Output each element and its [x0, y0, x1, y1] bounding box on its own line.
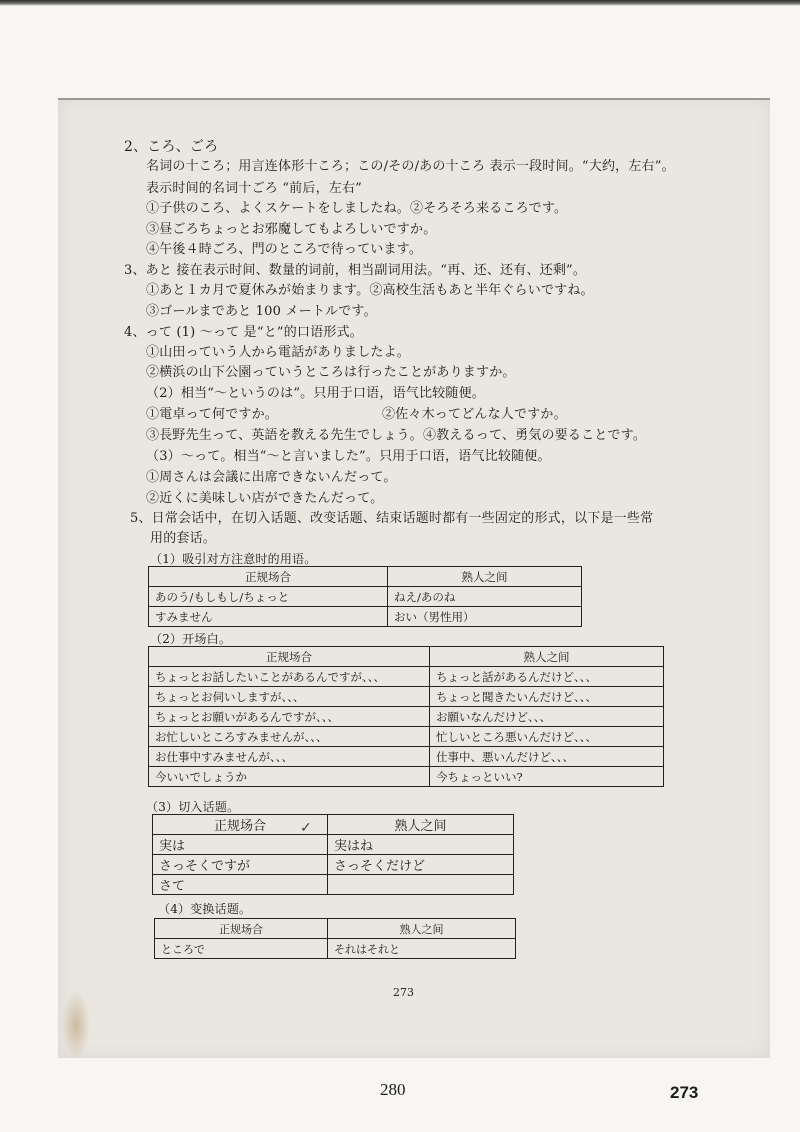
table-1-caption: （1）吸引对方注意时的用语。 [150, 552, 317, 566]
section-4-sub-3: （3）～って。相当“～と言いました”。只用于口语，语气比较随便。 [146, 449, 551, 464]
table-cell: さっそくですが [153, 855, 328, 875]
table-cell: ちょっと話があるんだけど、、、 [430, 667, 664, 687]
table-cell: すみません [149, 607, 388, 627]
section-4-example-2: ②横浜の山下公園っていうところは行ったことがありますか。 [146, 365, 516, 380]
section-4-example-1: ①山田っていう人から電話がありましたよ。 [146, 345, 411, 360]
section-3-title: 3、あと 接在表示时间、数量的词前，相当副词用法。“再、还、还有、还剩”。 [124, 263, 587, 278]
table-cell: 今ちょっといい? [430, 767, 664, 787]
section-4-example-3a: ①電卓って何ですか。 [146, 407, 279, 422]
pencil-check-mark: ✓ [300, 820, 312, 836]
table-header-cell: 熟人之间 [430, 647, 664, 667]
page-number-left: 280 [380, 1080, 406, 1099]
section-4-example-6: ②近くに美味しい店ができたんだって。 [146, 491, 384, 506]
table-cell: 実は [153, 835, 328, 855]
section-3-example-2: ③ゴールまであと 100 メートルです。 [146, 304, 377, 319]
table-cell: さっそくだけど [328, 855, 514, 875]
table-topic-entry [152, 814, 514, 895]
table-header-row [149, 647, 664, 667]
table-header-cell: 正规场合 [153, 815, 328, 835]
table-2-caption: （2）开场白。 [150, 632, 232, 646]
section-4-title: 4、って (1) ～って 是“と”的口语形式。 [124, 325, 363, 340]
table-header-cell: 正规场合 [155, 919, 328, 939]
table-cell: お忙しいところすみませんが、、、 [149, 727, 430, 747]
table-cell: ちょっとお願いがあるんですが、、、 [149, 707, 430, 727]
table-cell: ちょっとお伺いしますが、、、 [149, 687, 430, 707]
table-cell: 今いいでしょうか [149, 767, 430, 787]
table-cell: 忙しいところ悪いんだけど、、、 [430, 727, 664, 747]
table-row [149, 767, 664, 787]
table-row [149, 687, 664, 707]
table-4-caption: （4）变换话题。 [158, 902, 252, 916]
table-row [149, 727, 664, 747]
section-4-sub-2: （2）相当“～というのは”。只用于口语，语气比较随便。 [146, 386, 485, 401]
table-row [149, 747, 664, 767]
table-cell: ちょっとお話したいことがあるんですが、、、 [149, 667, 430, 687]
table-cell: ところで [155, 939, 328, 959]
page-number-inner: 273 [393, 986, 414, 999]
table-row [149, 707, 664, 727]
table-cell: それはそれと [328, 939, 516, 959]
table-cell: 実はね [328, 835, 514, 855]
table-cell: さて [153, 875, 328, 895]
table-cell: あのう/もしもし/ちょっと [149, 587, 388, 607]
table-cell: おい（男性用） [388, 607, 582, 627]
table-3-caption: （3）切入话题。 [146, 800, 240, 814]
table-header-cell: 熟人之间 [388, 567, 582, 587]
table-cell [328, 875, 514, 895]
section-3-example-1: ①あと１カ月で夏休みが始まります。②高校生活もあと半年ぐらいですね。 [146, 283, 594, 298]
table-cell: 仕事中、悪いんだけど、、、 [430, 747, 664, 767]
table-cell: お仕事中すみませんが、、、 [149, 747, 430, 767]
table-row [149, 607, 582, 627]
table-header-row [155, 919, 516, 939]
table-cell: お願いなんだけど、、、 [430, 707, 664, 727]
table-opening [148, 646, 664, 787]
table-cell: ねえ/あのね [388, 587, 582, 607]
table-header-cell: 熟人之间 [328, 815, 514, 835]
table-cell: ちょっと聞きたいんだけど、、、 [430, 687, 664, 707]
section-2-example-2: ③昼ごろちょっとお邪魔してもよろしいですか。 [146, 222, 437, 237]
section-5-title: 5、日常会话中，在切入话题、改变话题、结束话题时都有一些固定的形式，以下是一些常 [130, 511, 654, 526]
table-row [153, 835, 514, 855]
table-row [153, 855, 514, 875]
table-attention [148, 566, 582, 627]
section-2-rule-2: 表示时间的名词十ごろ “前后，左右” [146, 181, 363, 196]
table-topic-change [154, 918, 516, 959]
section-2-example-3: ④午後４時ごろ、門のところで待っています。 [146, 242, 423, 257]
section-2-example-1: ①子供のころ、よくスケートをしましたね。②そろそろ来るころです。 [146, 201, 568, 216]
section-4-example-4: ③長野先生って、英語を教える先生でしょう。④教えるって、勇気の要ることです。 [146, 428, 647, 443]
section-4-example-3b: ②佐々木ってどんな人ですか。 [382, 407, 567, 422]
table-header-row [149, 567, 582, 587]
table-header-cell: 正规场合 [149, 647, 430, 667]
section-5-title-cont: 用的套话。 [150, 531, 217, 546]
page-number-right: 273 [670, 1083, 699, 1102]
section-4-example-5: ①周さんは会議に出席できないんだって。 [146, 470, 397, 485]
table-row [153, 875, 514, 895]
table-header-cell: 正规场合 [149, 567, 388, 587]
table-header-row [153, 815, 514, 835]
table-row [149, 587, 582, 607]
section-2-title: 2、ころ、ごろ [124, 139, 219, 155]
section-2-rule-1: 名词の十ころ；用言连体形十ころ；この/その/あの十ころ 表示一段时间。“大约，左右”。 [146, 159, 675, 174]
table-row [155, 939, 516, 959]
table-row [149, 667, 664, 687]
table-header-cell: 熟人之间 [328, 919, 516, 939]
